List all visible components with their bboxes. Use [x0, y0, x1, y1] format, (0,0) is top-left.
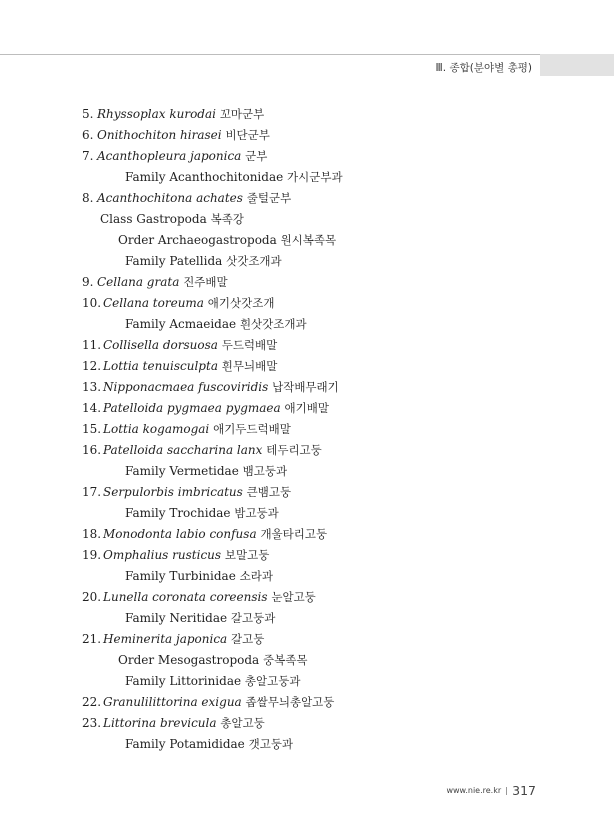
- scientific-name: Collisella dorsuosa: [103, 338, 218, 352]
- korean-name: 밤고둥과: [234, 506, 279, 520]
- header-tab-block: [540, 54, 614, 76]
- korean-name: 애기삿갓조개: [207, 296, 275, 310]
- korean-name: 큰뱀고둥: [246, 485, 292, 499]
- entry-number: 11.: [82, 338, 102, 352]
- korean-name: 소라과: [239, 569, 273, 583]
- korean-name: 복족강: [210, 212, 244, 226]
- entry-number: 18.: [82, 527, 102, 541]
- korean-name: 중복족목: [263, 653, 308, 667]
- entry-number: 19.: [82, 548, 102, 562]
- taxon-rank-name: Family Potamididae: [125, 737, 245, 751]
- scientific-name: Omphalius rusticus: [103, 548, 222, 562]
- korean-name: 보말고둥: [224, 548, 270, 562]
- korean-name: 갈고둥: [231, 632, 265, 646]
- korean-name: 개울타리고둥: [260, 527, 328, 541]
- scientific-name: Lottia tenuisculpta: [103, 359, 218, 373]
- scientific-name: Patelloida pygmaea pygmaea: [103, 401, 281, 415]
- section-title: Ⅲ. 종합(분야별 총평): [435, 62, 532, 74]
- taxon-rank-name: Family Patellida: [125, 254, 223, 268]
- entry-number: 17.: [82, 485, 102, 499]
- scientific-name: Cellana toreuma: [103, 296, 204, 310]
- footer-separator: [506, 787, 507, 795]
- korean-name: 가시군부과: [287, 170, 343, 184]
- taxon-rank-name: Family Vermetidae: [125, 464, 239, 478]
- footer-url: www.nie.re.kr: [446, 786, 502, 795]
- korean-name: 총알고둥: [220, 716, 265, 730]
- entry-number: 12.: [82, 359, 102, 373]
- entry-number: 9.: [82, 275, 94, 289]
- scientific-name: Monodonta labio confusa: [103, 527, 257, 541]
- taxon-rank-name: Class Gastropoda: [100, 212, 207, 226]
- entry-number: 21.: [82, 632, 102, 646]
- taxon-rank-name: Family Littorinidae: [125, 674, 242, 688]
- scientific-name: Acanthochitona achates: [97, 191, 243, 205]
- korean-name: 두드럭배말: [221, 338, 278, 352]
- entry-number: 20.: [82, 590, 102, 604]
- scientific-name: Acanthopleura japonica: [97, 149, 242, 163]
- scientific-name: Heminerita japonica: [103, 632, 228, 646]
- korean-name: 뱀고둥과: [242, 464, 288, 478]
- scientific-name: Onithochiton hirasei: [97, 128, 222, 142]
- korean-name: 삿갓조개과: [226, 254, 282, 268]
- entry-number: 15.: [82, 422, 102, 436]
- korean-name: 비단군부: [225, 128, 270, 142]
- page-number: 317: [512, 783, 536, 798]
- scientific-name: Lottia kogamogai: [103, 422, 210, 436]
- scientific-name: Patelloida saccharina lanx: [103, 443, 263, 457]
- scientific-name: Serpulorbis imbricatus: [103, 485, 243, 499]
- header-rule: [0, 54, 540, 55]
- taxon-rank-name: Order Mesogastropoda: [118, 653, 260, 667]
- korean-name: 좁쌀무늬총알고둥: [245, 695, 335, 709]
- korean-name: 흰삿갓조개과: [239, 317, 307, 331]
- entry-number: 6.: [82, 128, 94, 142]
- korean-name: 애기배말: [284, 401, 329, 415]
- taxon-rank-name: Family Trochidae: [125, 506, 231, 520]
- entry-number: 16.: [82, 443, 102, 457]
- scientific-name: Lunella coronata coreensis: [103, 590, 268, 604]
- running-header: [0, 54, 614, 80]
- korean-name: 총알고둥과: [244, 674, 301, 688]
- scientific-name: Littorina brevicula: [103, 716, 217, 730]
- korean-name: 군부: [245, 149, 268, 163]
- korean-name: 테두리고둥: [266, 443, 322, 457]
- entry-number: 10.: [82, 296, 102, 310]
- korean-name: 애기두드럭배말: [213, 422, 291, 436]
- taxon-rank-name: Family Acanthochitonidae: [125, 170, 284, 184]
- entry-number: 7.: [82, 149, 94, 163]
- entry-number: 13.: [82, 380, 102, 394]
- korean-name: 흰무늬배말: [221, 359, 278, 373]
- scientific-name: Nipponacmaea fuscoviridis: [103, 380, 269, 394]
- scientific-name: Rhyssoplax kurodai: [97, 107, 216, 121]
- korean-name: 눈알고둥: [271, 590, 316, 604]
- korean-name: 원시복족목: [280, 233, 337, 247]
- entry-number: 23.: [82, 716, 102, 730]
- scientific-name: Granulilittorina exigua: [103, 695, 242, 709]
- korean-name: 꼬마군부: [219, 107, 265, 121]
- page-footer: [446, 780, 536, 799]
- taxon-rank-name: Family Turbinidae: [125, 569, 236, 583]
- taxon-rank-name: Family Acmaeidae: [125, 317, 237, 331]
- entry-number: 14.: [82, 401, 102, 415]
- scientific-name: Cellana grata: [97, 275, 180, 289]
- korean-name: 진주배말: [183, 275, 228, 289]
- entry-number: 22.: [82, 695, 102, 709]
- korean-name: 줄털군부: [246, 191, 292, 205]
- entry-number: 5.: [82, 107, 94, 121]
- entry-number: 8.: [82, 191, 94, 205]
- korean-name: 갈고둥과: [230, 611, 276, 625]
- taxon-rank-name: Family Neritidae: [125, 611, 228, 625]
- korean-name: 납작배무래기: [272, 380, 339, 394]
- taxon-rank-name: Order Archaeogastropoda: [118, 233, 277, 247]
- korean-name: 갯고둥과: [248, 737, 294, 751]
